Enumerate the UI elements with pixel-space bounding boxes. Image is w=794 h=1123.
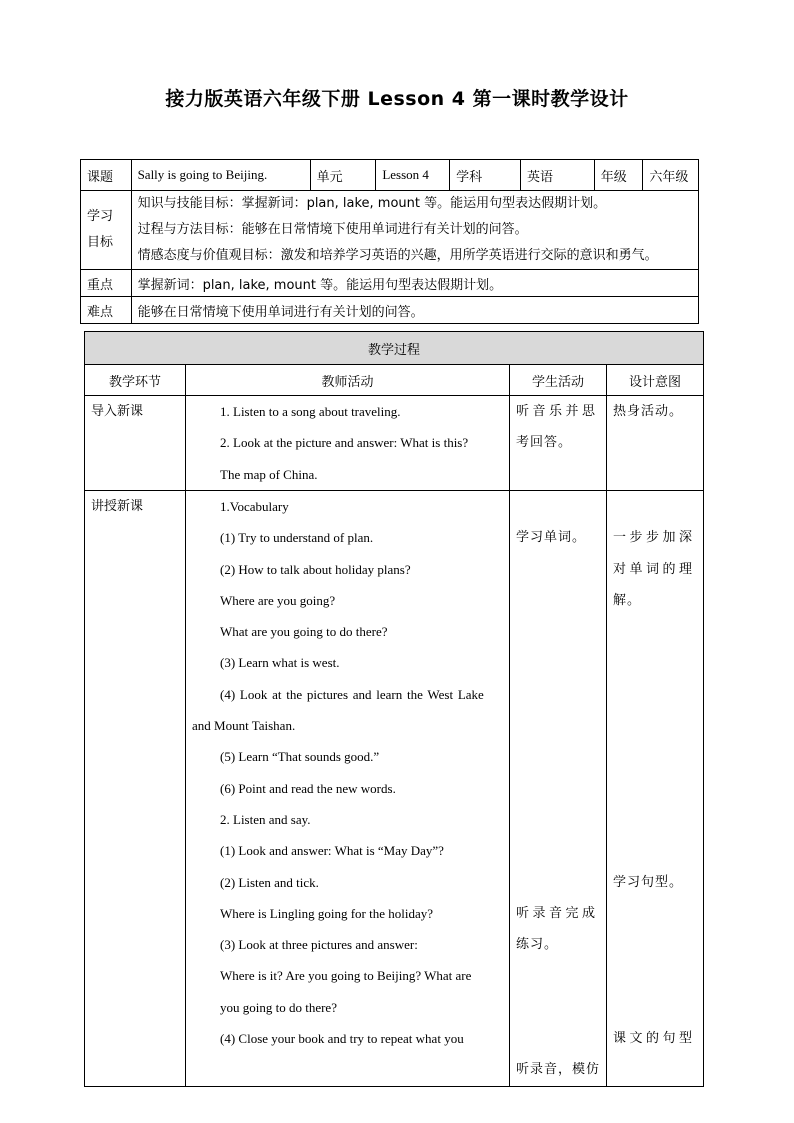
teaching-process-table <box>84 331 704 1087</box>
teacher-line: (3) Look at three pictures and answer: <box>220 937 418 953</box>
course-value: Sally is going to Beijing. <box>131 160 310 191</box>
teacher-line: What are you going to do there? <box>220 624 388 640</box>
grade-value: 六年级 <box>643 160 699 191</box>
student-activity-new-lesson <box>510 491 607 1087</box>
student-line: 练习。 <box>516 937 559 953</box>
process-header: 教学过程 <box>85 332 704 365</box>
goals-label <box>81 191 132 270</box>
teacher-line: (1) Try to understand of plan. <box>220 530 374 546</box>
subject-label: 学科 <box>450 160 521 191</box>
teacher-line: Where are you going? <box>220 592 336 608</box>
teacher-line: and Mount Taishan. <box>192 718 296 734</box>
teacher-line: (3) Learn what is west. <box>220 655 340 671</box>
intent-intro <box>607 396 704 491</box>
teacher-line: (6) Point and read the new words. <box>220 780 396 796</box>
intent-line: 学习句型。 <box>613 874 684 890</box>
teacher-line: (2) Listen and tick. <box>220 874 319 890</box>
page-title: 接力版英语六年级下册 Lesson 4 第一课时教学设计 <box>165 88 629 110</box>
goals-label-line-2: 目标 <box>87 235 114 250</box>
unit-label: 单元 <box>310 160 376 191</box>
table-row <box>85 396 704 491</box>
teacher-activity-new-lesson <box>186 491 510 1087</box>
goal-process: 过程与方法目标：能够在日常情境下使用单词进行有关计划的问答。 <box>137 222 528 237</box>
subject-value: 英语 <box>520 160 594 191</box>
grade-label: 年级 <box>594 160 643 191</box>
intent-line: 对单词的理 <box>613 561 696 577</box>
lesson-info-table <box>80 159 699 324</box>
column-header-student: 学生活动 <box>510 365 607 396</box>
goals-label-line-1: 学习 <box>87 209 114 224</box>
teacher-line: Where is it? Are you going to Beijing? What are <box>220 968 472 984</box>
intent-line: 解。 <box>613 592 642 608</box>
table-row <box>85 491 704 1087</box>
teacher-line: The map of China. <box>220 466 318 482</box>
column-header-intent: 设计意图 <box>607 365 704 396</box>
student-line: 听录音完成 <box>516 905 599 921</box>
teacher-line: 1. Listen to a song about traveling. <box>220 404 401 419</box>
key-value: 掌握新词：plan, lake, mount 等。能运用句型表达假期计划。 <box>131 270 698 297</box>
key-label: 重点 <box>81 270 132 297</box>
student-activity-intro <box>510 396 607 491</box>
difficult-value: 能够在日常情境下使用单词进行有关计划的问答。 <box>131 297 698 324</box>
student-line: 考回答。 <box>516 435 573 451</box>
teacher-line: (2) How to talk about holiday plans? <box>220 561 411 577</box>
teacher-line: (4) Look at the pictures and learn the West Lake <box>220 686 484 702</box>
stage-new-lesson: 讲授新课 <box>85 491 186 1087</box>
teacher-line: (4) Close your book and try to repeat what you <box>220 1031 464 1047</box>
intent-line: 热身活动。 <box>613 404 684 419</box>
intent-line: 一步步加深 <box>613 530 696 546</box>
student-line: 听音乐并思 <box>516 404 599 419</box>
teacher-activity-intro <box>186 396 510 491</box>
teacher-line: you going to do there? <box>220 999 337 1015</box>
teacher-line: (1) Look and answer: What is “May Day”? <box>220 843 444 859</box>
goals-list <box>131 191 698 270</box>
column-header-teacher: 教师活动 <box>186 365 510 396</box>
student-line: 学习单词。 <box>516 530 587 546</box>
teacher-line: 2. Listen and say. <box>220 811 311 827</box>
teacher-line: 2. Look at the picture and answer: What is this? <box>220 435 469 451</box>
teacher-line: (5) Learn “That sounds good.” <box>220 749 380 765</box>
intent-line: 课文的句型 <box>613 1031 696 1047</box>
course-label: 课题 <box>81 160 132 191</box>
difficult-label: 难点 <box>81 297 132 324</box>
student-line: 听录音，模仿 <box>516 1062 601 1078</box>
teacher-line: Where is Lingling going for the holiday? <box>220 905 434 921</box>
stage-intro: 导入新课 <box>85 396 186 491</box>
teacher-line: 1.Vocabulary <box>220 499 289 514</box>
unit-value: Lesson 4 <box>376 160 450 191</box>
column-header-stage: 教学环节 <box>85 365 186 396</box>
intent-new-lesson <box>607 491 704 1087</box>
goal-knowledge: 知识与技能目标：掌握新词：plan, lake, mount 等。能运用句型表达假期计划。 <box>137 196 607 211</box>
goal-emotion: 情感态度与价值观目标：激发和培养学习英语的兴趣，用所学英语进行交际的意识和勇气。 <box>137 248 658 263</box>
